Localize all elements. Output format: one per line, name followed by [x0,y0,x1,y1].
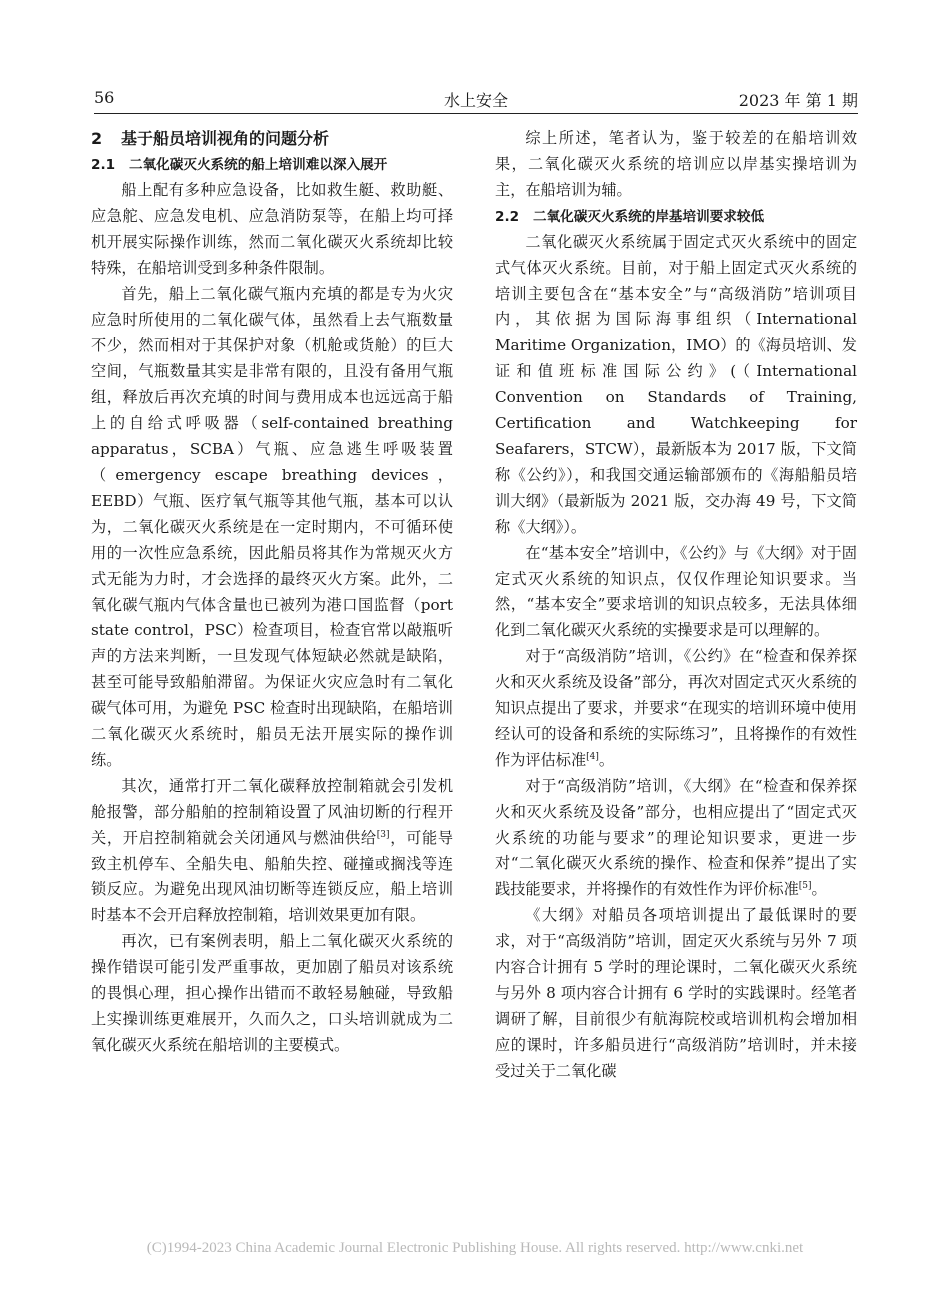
paragraph: 船上配有多种应急设备，比如救生艇、救助艇、应急舵、应急发电机、应急消防泵等，在船上均可择机开展实际操作训练，然而二氧化碳灭火系统却比较特殊，在船培训受到多种条件限制。 [91,181,453,277]
subsection-heading [91,152,453,178]
citation-ref: [5] [798,881,812,892]
header-rule [94,113,858,114]
issue-label: 2023 年 第 1 期 [738,91,858,110]
journal-title: 水上安全 [443,91,508,110]
paragraph-text: 。 [811,880,827,899]
paragraph-text: 其次，通常打开二氧化碳释放控制箱就会引发机舱报警，部分船舶的控制箱设置了风油切断的行程开关，开启控制箱就会关闭通风与燃油供给 [91,776,453,847]
subsection-heading [495,204,857,230]
page-number: 56 [94,88,115,107]
paragraph [495,644,857,774]
citation-ref: [3] [376,829,390,840]
right-column [495,126,857,1085]
running-header [94,88,858,112]
paragraph [91,774,453,929]
subsection-title: 二氧化碳灭火系统的船上培训难以深入展开 [129,157,388,173]
paragraph-text: ，可能导致主机停车、全船失电、船舶失控、碰撞或搁浅等连锁反应。为避免出现风油切断等连锁反应，船上培训时基本不会开启释放控制箱，培训效果更加有限。 [91,828,453,925]
section-title: 基于船员培训视角的问题分析 [121,129,330,148]
section-heading [91,126,453,152]
copyright-footer: (C)1994-2023 China Academic Journal Electronic Publishing House. All rights reserved. http://www.cnki.net [146,1240,804,1256]
subsection-number: 2.1 [91,157,116,173]
paragraph-text: 对于“高级消防”培训，《大纲》在“检查和保养探火和灭火系统及设备”部分，也相应提出了“固定式灭火系统的功能与要求”的理论知识要求，更进一步对“二氧化碳灭火系统的操作、检查和保养”提出了实践技能要求，并将操作的有效性作为评价标准 [495,776,857,899]
paragraph: 再次，已有案例表明，船上二氧化碳灭火系统的操作错误可能引发严重事故，更加剧了船员对该系统的畏惧心理，担心操作出错而不敢轻易触碰，导致船上实操训练更难展开，久而久之，口头培训就成为二氧化碳灭火系统在船培训的主要模式。 [91,932,453,1054]
paragraph-text: 对于“高级消防”培训，《公约》在“检查和保养探火和灭火系统及设备”部分，再次对固定式灭火系统的知识点提出了要求，并要求“在现实的培训环境中使用经认可的设备和系统的实际练习”，且将操作的有效性作为评估标准 [495,647,857,769]
subsection-title: 二氧化碳灭火系统的岸基培训要求较低 [533,208,765,225]
left-column [91,126,453,1059]
paragraph: 首先，船上二氧化碳气瓶内充填的都是专为火灾应急时所使用的二氧化碳气体，虽然看上去气瓶数量不少，然而相对于其保护对象（机舱或货舱）的巨大空间，气瓶数量其实是非常有限的，且没有备用气瓶组，释放后再次充填的时间与费用成本也远远高于船上的自给式呼吸器（self-contained breathing apparatus，SCBA）气瓶、应急逃生呼吸装置（emergency escape breathing devices，EEBD）气瓶、医疗氧气瓶等其他气瓶，基本可以认为，二氧化碳灭火系统是在一定时期内，不可循环使用的一次性应急系统，因此船员将其作为常规灭火方式无能为力时，才会选择的最终灭火方案。此外，二氧化碳气瓶内气体含量也已被列为港口国监督（port state control，PSC）检查项目，检查官常以敲瓶听声的方法来判断，一旦发现气体短缺必然就是缺陷，甚至可能导致船舶滞留。为保证火灾应急时有二氧化碳气体可用，为避免 PSC 检查时出现缺陷，在船培训二氧化碳灭火系统时，船员无法开展实际的操作训练。 [91,284,453,769]
paragraph: 《大纲》对船员各项培训提出了最低课时的要求，对于“高级消防”培训，固定灭火系统与另外 7 项内容合计拥有 5 学时的理论课时，二氧化碳灭火系统与另外 8 项内容合计拥有 6 学时的实践课时。经笔者调研了解，目前很少有航海院校或培训机构会增加相应的课时，许多船员进行“高级消防”培训时，并未接受过关于二氧化碳 [495,906,857,1080]
section-number: 2 [91,129,103,148]
paragraph [495,774,857,904]
paragraph: 二氧化碳灭火系统属于固定式灭火系统中的固定式气体灭火系统。目前，对于船上固定式灭火系统的培训主要包含在“基本安全”与“高级消防”培训项目内，其依据为国际海事组织（International Maritime Organization，IMO）的《海员培训、发证和值班标准国际公约》(（International Convention on Standards of Training, Certification and Watchkeeping for Seafarers，STCW），最新版本为 2017 版，下文简称《公约》），和我国交通运输部颁布的《海船船员培训大纲》（最新版为 2021 版，交办海 49 号，下文简称《大纲》）。 [495,232,857,536]
citation-ref: [4] [586,751,599,762]
paragraph: 综上所述，笔者认为，鉴于较差的在船培训效果，二氧化碳灭火系统的培训应以岸基实操培训为主，在船培训为辅。 [495,129,857,199]
paragraph-text: 。 [598,750,615,769]
paragraph: 在“基本安全”培训中，《公约》与《大纲》对于固定式灭火系统的知识点，仅仅作理论知识要求。当然，“基本安全”要求培训的知识点较多，无法具体细化到二氧化碳灭火系统的实操要求是可以理解的。 [495,543,857,640]
subsection-number: 2.2 [495,208,520,225]
